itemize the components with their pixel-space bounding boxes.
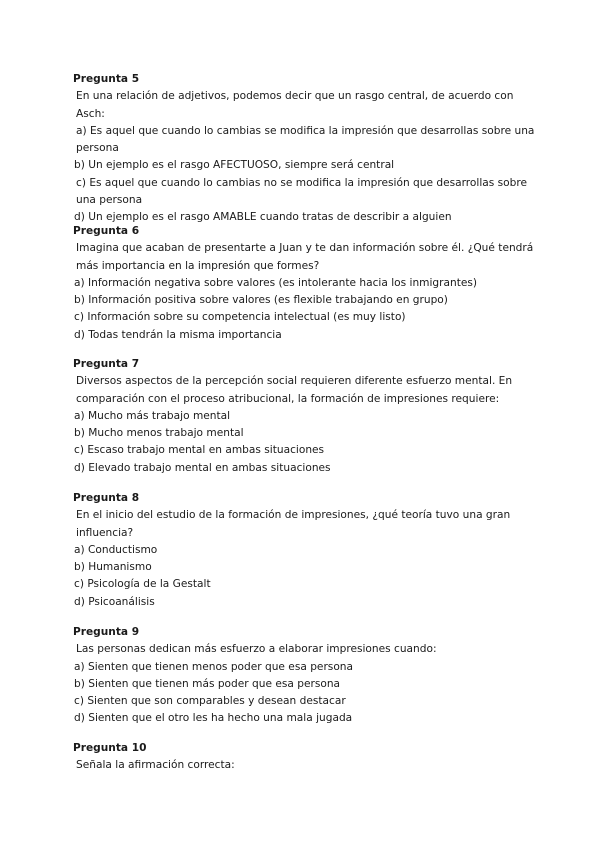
question-text: En una relación de adjetivos, podemos decir que un rasgo central, de acuerdo con Asch:: [76, 90, 514, 120]
question-text: Las personas dedican más esfuerzo a elaborar impresiones cuando:: [76, 643, 437, 656]
option-d: d) Todas tendrán la misma importancia: [74, 328, 282, 341]
question-title: Pregunta 10: [73, 742, 147, 754]
option-list: [73, 542, 543, 611]
option-c: c) Es aquel que cuando lo cambias no se modifica la impresión que desarrollas sobre una persona: [76, 176, 528, 207]
option-a: a) Es aquel que cuando lo cambias se modifica la impresión que desarrollas sobre una persona: [76, 124, 535, 155]
option-a: a) Información negativa sobre valores (es intolerante hacia los inmigrantes): [74, 276, 478, 289]
question-title: Pregunta 7: [73, 358, 140, 370]
option-d: d) Elevado trabajo mental en ambas situaciones: [74, 461, 331, 474]
question-title: Pregunta 8: [73, 492, 140, 504]
question-text: Diversos aspectos de la percepción social requieren diferente esfuerzo mental. En comparación con el proceso atribucional, la formación de impresiones requiere:: [76, 375, 513, 405]
option-list: [73, 408, 543, 477]
option-c: c) Información sobre su competencia intelectual (es muy listo): [74, 311, 406, 324]
question-9: [73, 624, 543, 728]
option-list: [73, 659, 543, 728]
question-6: [73, 223, 543, 344]
option-d: d) Un ejemplo es el rasgo AMABLE cuando tratas de describir a alguien: [74, 211, 452, 224]
option-b: b) Mucho menos trabajo mental: [74, 427, 244, 440]
option-a: a) Mucho más trabajo mental: [74, 409, 231, 422]
question-text: En el inicio del estudio de la formación de impresiones, ¿qué teoría tuvo una gran influencia?: [76, 509, 511, 539]
question-7: [73, 356, 543, 477]
option-b: b) Humanismo: [74, 561, 152, 574]
option-d: d) Sienten que el otro les ha hecho una mala jugada: [74, 712, 353, 725]
option-b: b) Información positiva sobre valores (es flexible trabajando en grupo): [74, 294, 448, 307]
option-list: [73, 275, 543, 344]
option-a: a) Conductismo: [74, 543, 158, 556]
option-b: b) Sienten que tienen más poder que esa persona: [74, 677, 341, 690]
question-title: Pregunta 6: [73, 225, 140, 237]
option-c: c) Psicología de la Gestalt: [74, 578, 211, 591]
option-b: b) Un ejemplo es el rasgo AFECTUOSO, siempre será central: [74, 159, 395, 172]
question-8: [73, 490, 543, 611]
option-c: c) Sienten que son comparables y desean destacar: [74, 695, 346, 708]
question-title: Pregunta 5: [73, 73, 140, 85]
question-text: Imagina que acaban de presentarte a Juan y te dan información sobre él. ¿Qué tendrá más importancia en la impresión que formes?: [76, 242, 534, 272]
question-title: Pregunta 9: [73, 626, 140, 638]
option-list: [73, 123, 543, 227]
option-c: c) Escaso trabajo mental en ambas situaciones: [74, 444, 325, 457]
question-text: Señala la afirmación correcta:: [76, 759, 235, 772]
question-5: [73, 71, 543, 227]
question-10: [73, 740, 543, 775]
option-d: d) Psicoanálisis: [74, 595, 155, 608]
option-a: a) Sienten que tienen menos poder que esa persona: [74, 660, 354, 673]
